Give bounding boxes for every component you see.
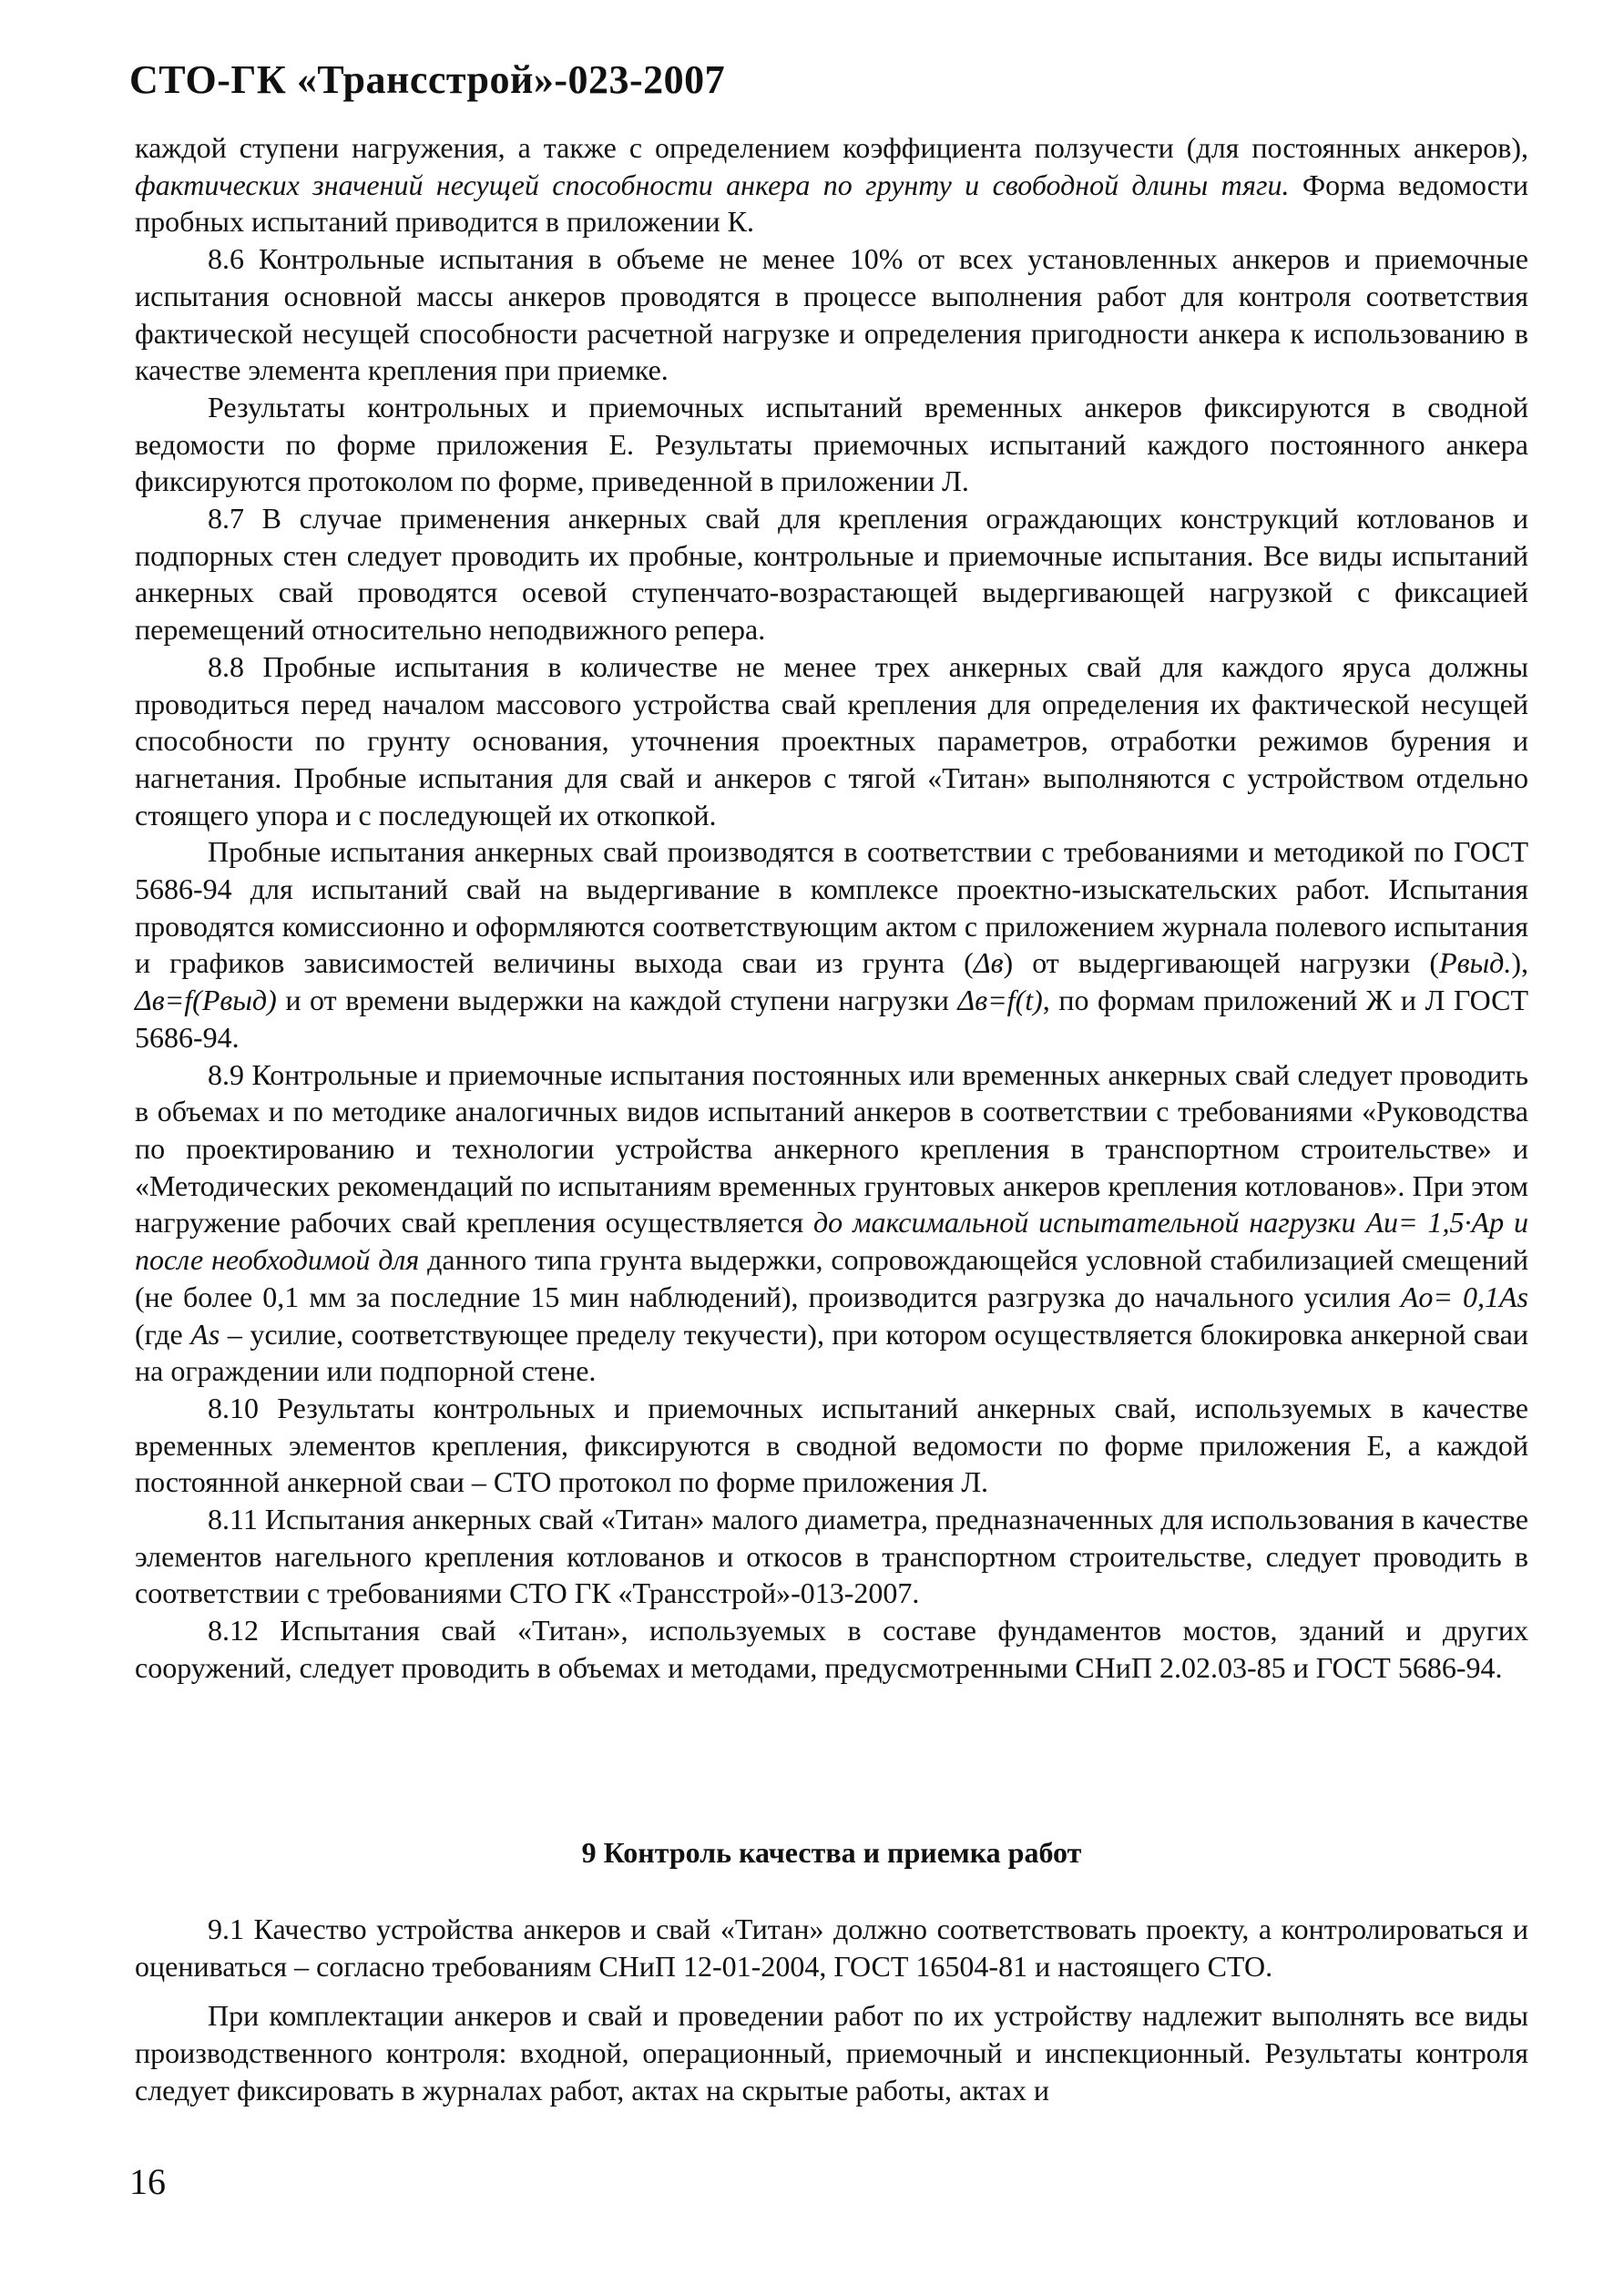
paragraph-8-10: 8.10 Результаты контрольных и приемочных испытаний анкерных свай, используемых в качестве временных элементов крепления, фиксируются в сводной ведомости по форме приложения Е, а каждой постоянной анкерной сваи – СТО протокол по форме приложения Л. bbox=[135, 1391, 1528, 1499]
section-8-body bbox=[135, 129, 1528, 1687]
text-run: Форма ведомости пробных испытаний приводится в приложении К. bbox=[135, 168, 1529, 239]
paragraph-8-9 bbox=[135, 1056, 1528, 1390]
paragraph-8-11: 8.11 Испытания анкерных свай «Титан» малого диаметра, предназначенных для использования в качестве элементов нагельного крепления котлованов и откосов в транспортном строительстве, следует проводить в соответствии с требованиями СТО ГК «Трансстрой»-013-2007. bbox=[135, 1503, 1528, 1610]
text-run-italic: фактических значений несущей способности анкера по грунту и свободной длины тяги. bbox=[135, 168, 1290, 201]
text-run: Пробные испытания анкерных свай производятся в соответствии с требованиями и методикой по ГОСТ 5686-94 для испытаний свай на выдергивание в комплексе проектно-изыскательских работ. Испытания проводятся комиссионно и оформляются соответствующим актом с приложением журнала полевого испытания и графиков зависимостей величины выхода сваи из грунта ( bbox=[135, 835, 1528, 980]
text-run: , по формам приложений Ж и Л ГОСТ 5686-94. bbox=[135, 984, 1529, 1054]
paragraph-8-8-trial-tests bbox=[135, 833, 1528, 1056]
formula: Δв=f(t) bbox=[957, 984, 1043, 1017]
text-run: ), bbox=[1511, 946, 1529, 980]
paragraph-9-1-control: При комплектации анкеров и свай и проведении работ по их устройству надлежит выполнять все виды производственного контроля: входной, операционный, приемочный и инспекционный. Результаты контроля следует фиксировать в журналах работ, актах на скрытые работы, актах и bbox=[135, 1999, 1528, 2106]
formula: As bbox=[190, 1317, 220, 1351]
paragraph-8-8: 8.8 Пробные испытания в количестве не менее трех анкерных свай для каждого яруса должны проводиться перед началом массового устройства свай крепления для определения их фактической несущей способности по грунту основания, уточнения проектных параметров, отработки режимов бурения и нагнетания. Пробные испытания для свай и анкеров с тягой «Титан» выполняются с устройством отдельно стоящего упора и с последующей их откопкой. bbox=[135, 649, 1528, 831]
paragraph-8-6-results: Результаты контрольных и приемочных испытаний временных анкеров фиксируются в сводной ведомости по форме приложения Е. Результаты приемочных испытаний каждого постоянного анкера фиксируются протоколом по форме, приведенной в приложении Л. bbox=[135, 390, 1528, 498]
text-run: данного типа грунта выдержки, сопровождающейся условной стабилизацией смещений (не более 0,1 мм за последние 15 мин наблюдений), производится разгрузка до начального усилия bbox=[135, 1243, 1529, 1313]
paragraph-8-7: 8.7 В случае применения анкерных свай для крепления ограждающих конструкций котлованов и подпорных стен следует проводить их пробные, контрольные и приемочные испытания. Все виды испытаний анкерных свай проводятся осевой ступенчато-возрастающей выдергивающей нагрузкой с фиксацией перемещений относительно неподвижного репера. bbox=[135, 502, 1528, 647]
text-run-italic: до максимальной испытательной нагрузки Au= 1,5·Ap и после необходимой для bbox=[135, 1206, 1528, 1277]
text-run: (где bbox=[135, 1317, 191, 1351]
section-9-title: 9 Контроль качества и приемка работ bbox=[581, 1836, 1082, 1869]
section-9-body bbox=[135, 1911, 1528, 2109]
text-run: 8.9 Контрольные и приемочные испытания постоянных или временных анкерных свай следует проводить в объемах и по методике аналогичных видов испытаний анкеров в соответствии с требованиями «Руководства по проектированию и технологии устройства анкерного крепления в транспортном строительстве» и «Методических рекомендаций по испытаниям временных грунтовых анкеров крепления котлованов». При этом нагружение рабочих свай крепления осуществляется bbox=[135, 1057, 1528, 1239]
page-number: 16 bbox=[129, 2161, 166, 2202]
formula: Pвыд. bbox=[1439, 946, 1512, 980]
paragraph-continuation bbox=[135, 129, 1528, 240]
text-run: каждой ступени нагружения, а также с определением коэффициента ползучести (для постоянных анкеров), bbox=[135, 131, 1528, 164]
text-run: – усилие, соответствующее пределу текучести), при котором осуществляется блокировка анкерной сваи на ограждении или подпорной стене. bbox=[135, 1317, 1529, 1388]
paragraph-8-12: 8.12 Испытания свай «Титан», используемых в составе фундаментов мостов, зданий и других сооружений, следует проводить в объемах и методами, предусмотренными СНиП 2.02.03-85 и ГОСТ 5686-94. bbox=[135, 1614, 1528, 1684]
formula: Δв=f(Pвыд) bbox=[135, 984, 277, 1017]
text-run: ) от выдергивающей нагрузки ( bbox=[1003, 946, 1440, 980]
text-run: и от времени выдержки на каждой ступени нагрузки bbox=[276, 984, 958, 1017]
paragraph-9-1: 9.1 Качество устройства анкеров и свай «Титан» должно соответствовать проекту, а контролироваться и оцениваться – согласно требованиям СНиП 12-01-2004, ГОСТ 16504-81 и настоящего СТО. bbox=[135, 1913, 1528, 1983]
paragraph-8-6: 8.6 Контрольные испытания в объеме не менее 10% от всех установленных анкеров и приемочные испытания основной массы анкеров проводятся в процессе выполнения работ для контроля соответствия фактической несущей способности расчетной нагрузке и определения пригодности анкера к использованию в качестве элемента крепления при приемке. bbox=[135, 242, 1528, 387]
formula: Δв bbox=[973, 946, 1004, 980]
document-header: СТО-ГК «Трансстрой»-023-2007 bbox=[129, 57, 726, 102]
formula: Ao= 0,1As bbox=[1400, 1280, 1529, 1313]
